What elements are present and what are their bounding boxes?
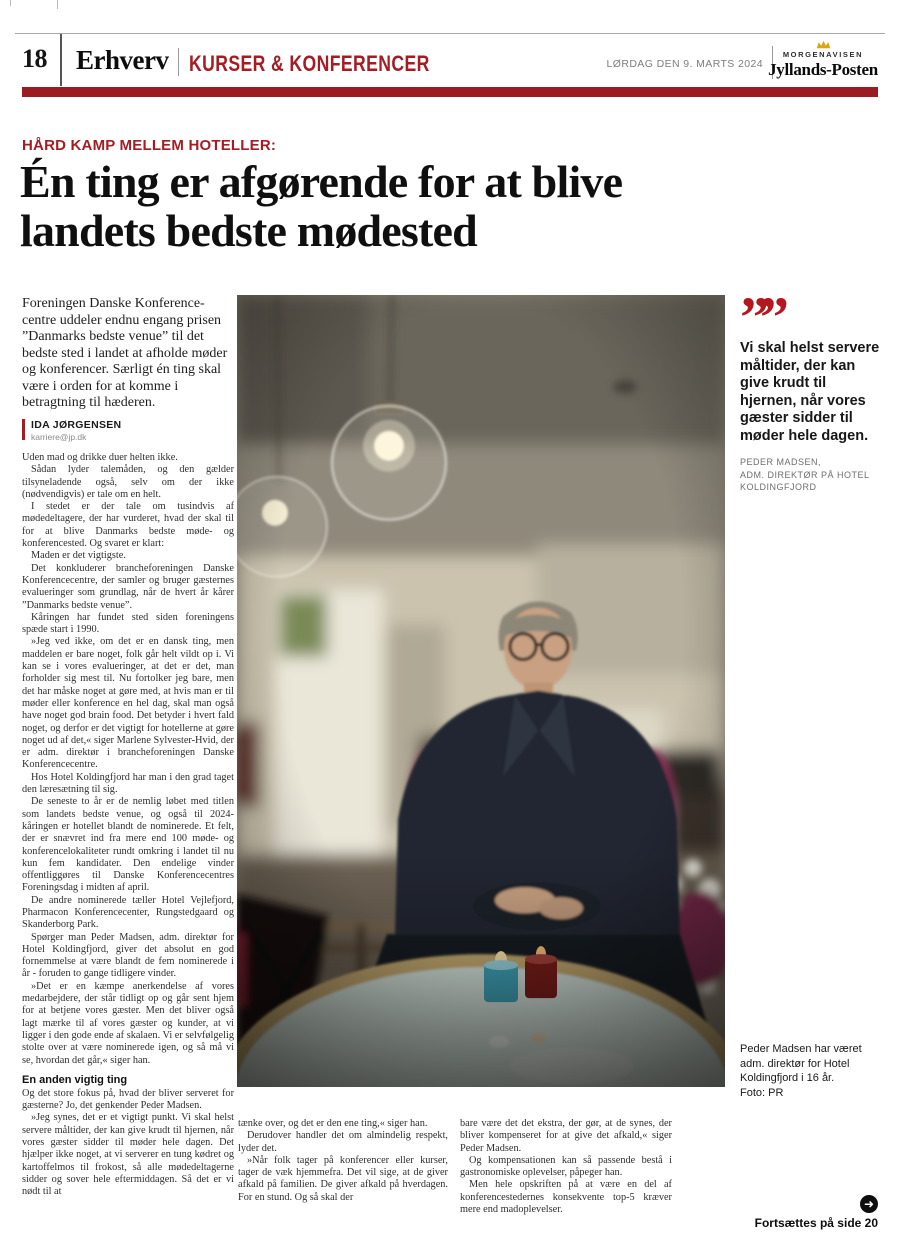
photo-credit: Foto: PR bbox=[740, 1086, 784, 1099]
crop-mark bbox=[57, 0, 58, 9]
body-paragraph: Spørger man Peder Madsen, adm. direktør for Hotel Koldingfjord, giver det absolut en god fornemmelse at være blandt de fem nominerede i år - foruden to gange tidligere vinder. bbox=[22, 931, 234, 980]
body-paragraph: Sådan lyder talemåden, og den gælder tilsyneladende også, selv om der ikke (nødvendigvis) er tale om en helt. bbox=[22, 464, 234, 500]
crop-mark bbox=[10, 0, 11, 6]
pull-quote bbox=[740, 285, 880, 494]
top-rule bbox=[15, 33, 885, 34]
kicker: HÅRD KAMP MELLEM HOTELLER: bbox=[22, 137, 277, 154]
arrow-icon: ➜ bbox=[860, 1195, 878, 1213]
masthead-title: Jyllands-Posten bbox=[768, 60, 878, 79]
photo-illustration bbox=[237, 295, 725, 1087]
section-rule bbox=[22, 87, 878, 97]
body-paragraph: »Jeg synes, det er et vigtigt punkt. Vi skal helst servere måltider, der kan give krudt til hjernen, når vores gæster sidder til møder hele dagen. Det hjælper ikke noget, at vi serverer en tung kødret og kartoffelmos til frokost, så alle mødedeltagerne sidder og sover hele eftermiddagen. Så det er vi nødt til at bbox=[22, 1112, 234, 1198]
byline bbox=[22, 419, 121, 442]
byline-rule bbox=[22, 419, 25, 440]
body-paragraph: Og det store fokus på, hvad der bliver serveret for gæsterne? Jo, det genkender Peder Madsen. bbox=[22, 1087, 234, 1112]
body-column-3 bbox=[460, 1118, 672, 1250]
body-column-1 bbox=[22, 452, 234, 1244]
headline: Én ting er afgørende for at blive landets bedste mødested bbox=[20, 156, 623, 256]
body-paragraph: bare være det det ekstra, der gør, at de synes, der bliver kompenseret for at give det afkald,« siger Peder Madsen. bbox=[460, 1118, 672, 1154]
attribution-line: ADM. DIREKTØR PÅ HOTEL bbox=[740, 469, 870, 480]
body-column-2 bbox=[238, 1118, 448, 1250]
header-divider bbox=[178, 48, 179, 76]
body-paragraph: Maden er det vigtigste. bbox=[31, 550, 126, 562]
body-paragraph: Derudover handler det om almindelig respekt, lyder det. bbox=[238, 1130, 448, 1154]
body-paragraph: »Det er en kæmpe anerkendelse af vores medarbejdere, der står tidligt op og går sent hjem for at betjene vores gæster. Men det bliver også lagt mærke til af vores gæster og kunder, at vi ligger i den gode ende af skalaen. Vi er selvfølgelig stolte over at være nominerede igen, og så må vi se, hvordan det går,« siger han. bbox=[22, 980, 234, 1066]
byline-author: IDA JØRGENSEN bbox=[31, 419, 122, 431]
edition-date: LØRDAG DEN 9. MARTS 2024 bbox=[606, 58, 763, 70]
body-paragraph: De seneste to år er de nemlig løbet med titlen som landets bedste venue, og også til 2024-kåringen er hotellet blandt de nominerede. Et felt, der er snævret ind fra mere end 100 møde- og konferencelokaliteter rundt omkring i landet til nu kun fem kandidater. Den endelige vinder offentliggøres til Danske Konferencecentres Foreningsdag i midten af april. bbox=[22, 796, 234, 894]
attribution-line: PEDER MADSEN, bbox=[740, 457, 822, 467]
caption-text: Peder Madsen har været adm. direktør for Hotel Koldingfjord i 16 år. bbox=[740, 1043, 862, 1084]
continuation-text: Fortsættes på side 20 bbox=[754, 1216, 878, 1230]
article-photo bbox=[237, 295, 725, 1087]
subsection-title: KURSER & KONFERENCER bbox=[189, 51, 430, 76]
pull-quote-text: Vi skal helst servere måltider, der kan give krudt til hjernen, når vores gæster sidder til møder hele dagen. bbox=[740, 340, 880, 444]
byline-email: karriere@jp.dk bbox=[31, 432, 87, 442]
body-paragraph: Det konkluderer brancheforeningen Danske Konferencecentre, der samler og bruger gæsternes evalueringer som grundlag, når de hvert år kårer ”Danmarks bedste venue”. bbox=[22, 562, 234, 611]
page-number: 18 bbox=[22, 44, 47, 73]
masthead bbox=[768, 40, 878, 80]
photo-caption bbox=[740, 1042, 880, 1100]
body-paragraph: Kåringen har fundet sted siden foreningens spæde start i 1990. bbox=[22, 611, 234, 636]
section-title: Erhverv bbox=[76, 45, 169, 75]
body-paragraph: Og kompensationen kan så passende bestå i gastronomiske oplevelser, påpeger han. bbox=[460, 1154, 672, 1179]
body-paragraph: »Når folk tager på konferencer eller kurser, tager de væk hjemmefra. Det vil sige, at de giver afkald på familien. De giver afkald på hverdagen. For en stund. Og så skal der bbox=[238, 1154, 448, 1203]
body-paragraph: De andre nominerede tæller Hotel Vejlefjord, Pharmacon Konferencecenter, Rungstedgaard og Skanderborg Park. bbox=[22, 894, 234, 931]
body-paragraph: Hos Hotel Koldingfjord har man i den grad taget den læresætning til sig. bbox=[22, 771, 234, 796]
standfirst: Foreningen Danske Konferencecentre uddeler endnu engang prisen ”Danmarks bedste venue” til det bedste sted i landet at afholde møder og konferencer. Særligt én ting skal være i orden for at komme i betragtning til hæderen. bbox=[22, 296, 228, 411]
body-paragraph: tænke over, og det er den ene ting,« siger han. bbox=[238, 1118, 428, 1129]
subheading: En anden vigtig ting bbox=[22, 1073, 128, 1086]
crown-icon bbox=[768, 40, 878, 49]
masthead-subtitle: MORGENAVISEN bbox=[782, 50, 864, 59]
body-paragraph: I stedet er der tale om tusindvis af mødedeltagere, der har vurderet, hvad der skal til for at blive Danmarks bedste møde- og konferencested. Og svaret er klart: bbox=[22, 501, 234, 550]
pull-quote-attribution bbox=[740, 456, 880, 494]
attribution-line: KOLDINGFJORD bbox=[740, 482, 817, 492]
body-paragraph: »Jeg ved ikke, om det er en dansk ting, men maddelen er bare noget, folk går helt vildt op i. Vi kan se i vores evalueringer, at det er det, man forholder sig mest til. Nu fortolker jeg bare, men det har måske noget at gøre med, at hvis man er til møder eller konference en hel dag, skal man også have noget god brain food. Det betyder i hvert fald noget, og derfor er det vigtigt for hotellerne at gøre noget ud af det,« siger Marlene Sylvester-Hvid, der er adm. direktør i brancheforeningen Danske Konferencecentre. bbox=[22, 636, 234, 771]
header-divider bbox=[60, 34, 62, 86]
continuation-notice bbox=[755, 1195, 878, 1230]
body-paragraph: Uden mad og drikke duer helten ikke. bbox=[22, 452, 178, 463]
body-paragraph: Men hele opskriften på at være en del af konferencestedernes konsekvente top-5 kræver mere end madoplevelser. bbox=[460, 1179, 672, 1216]
quote-icon: ”” bbox=[740, 285, 780, 350]
